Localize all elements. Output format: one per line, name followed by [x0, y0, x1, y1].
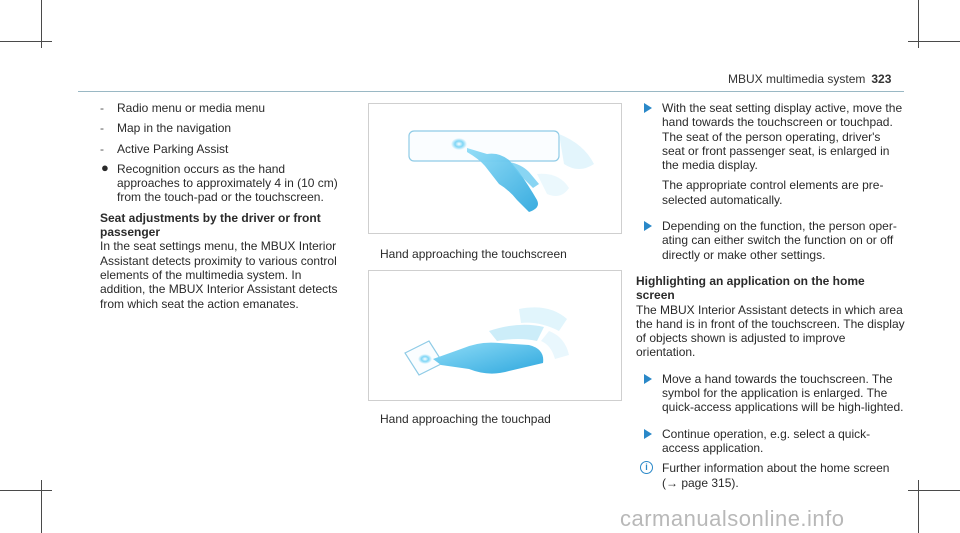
step-arrow-icon	[644, 429, 652, 439]
info-icon: i	[640, 461, 653, 474]
list-item: - Map in the navigation	[100, 121, 232, 136]
section-heading: Highlighting an application on the home screen	[636, 273, 865, 303]
list-item: - Active Parking Assist	[100, 141, 229, 156]
watermark: carmanualsonline.info	[620, 506, 845, 531]
crop-mark	[0, 41, 52, 42]
crop-mark	[908, 490, 960, 491]
crop-mark	[0, 490, 52, 491]
crop-mark	[908, 41, 960, 42]
paragraph: In the seat settings menu, the MBUX Interior Assistant detects proximity to various control elements of the multimedia system. In addition, the MBUX Interior Assistant detects from which seat the action emanates.	[100, 239, 338, 311]
figure-caption: Hand approaching the touchpad	[380, 412, 551, 426]
right-column	[636, 101, 906, 490]
hand-touchscreen-illustration	[369, 104, 621, 233]
hand-touchpad-illustration	[369, 271, 621, 400]
step-item: With the seat setting display active, move the hand towards the touchscreen or touchpad. The seat of the person operating, driver's seat or front passenger seat, is enlarged in the media display. The appropriate control elements are pre-selected automatically.	[636, 101, 906, 207]
left-column	[100, 101, 350, 313]
paragraph: The MBUX Interior Assistant detects in which area the hand is in front of the touchscreen. The display of objects shown is adjusted to improve orientation.	[636, 302, 905, 360]
step-arrow-icon	[644, 374, 652, 384]
header-rule	[78, 91, 904, 92]
step-item: Continue operation, e.g. select a quick-access application.	[636, 427, 906, 456]
figure-caption: Hand approaching the touchscreen	[380, 247, 567, 261]
section-heading: Seat adjustments by the driver or front passenger	[100, 210, 321, 240]
page-header	[728, 72, 891, 86]
info-note	[636, 461, 906, 490]
step-item: Move a hand towards the touchscreen. The symbol for the application is enlarged. The quick-access applications will be high-lighted.	[636, 372, 906, 415]
step-arrow-icon	[644, 103, 652, 113]
page-number: 323	[871, 72, 892, 86]
step-item: Depending on the function, the person oper-ating can either switch the function on or off directly or make other settings.	[636, 219, 906, 262]
list-item: - Radio menu or media menu	[100, 101, 266, 115]
figure-touchscreen	[368, 103, 622, 234]
crop-mark	[41, 480, 42, 533]
crop-mark	[918, 480, 919, 533]
info-link[interactable]: Further information about the home screen (→ page 315).	[662, 461, 890, 490]
figure-touchpad	[368, 270, 622, 401]
bullet-item: ● Recognition occurs as the hand approaches to approximately 4 in (10 cm) from the touch-pad or the touchscreen.	[101, 159, 338, 205]
step-arrow-icon	[644, 221, 652, 231]
header-title: MBUX multimedia system	[728, 72, 866, 86]
